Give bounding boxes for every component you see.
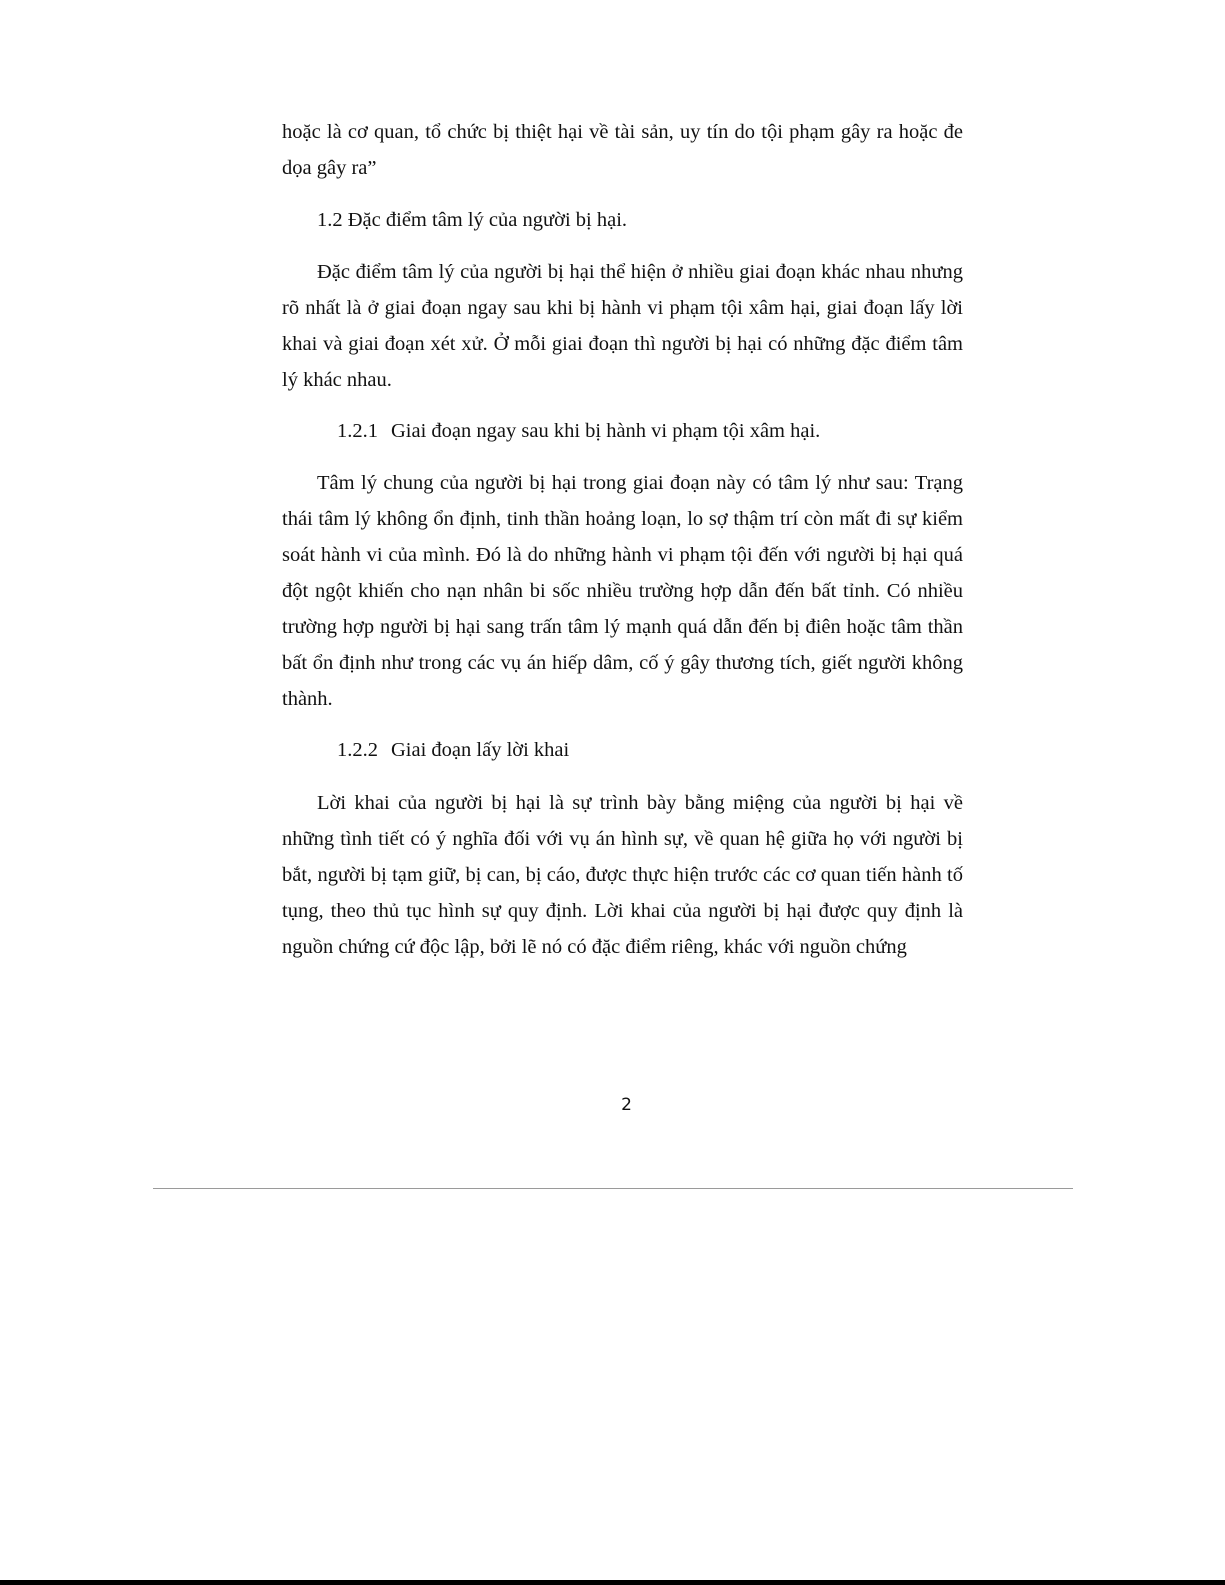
section-heading-1-2: 1.2 Đặc điểm tâm lý của người bị hại. [317, 209, 628, 231]
section-1-2-intro-paragraph: Đặc điểm tâm lý của người bị hại thể hiện ở nhiều giai đoạn khác nhau nhưng rõ nhất là ở giai đoạn ngay sau khi bị hành vi phạm tội xâm hại, giai đoạn lấy lời khai và giai đoạn xét xử. Ở mỗi giai đoạn thì người bị hại có những đặc điểm tâm lý khác nhau. [282, 261, 963, 391]
subsection-number: 1.2.2 [337, 739, 378, 761]
page-separator-line [153, 1188, 1073, 1189]
page-number: 2 [621, 1095, 632, 1115]
section-1-2-2-paragraph: Lời khai của người bị hại là sự trình bày bằng miệng của người bị hại về những tình tiết có ý nghĩa đối với vụ án hình sự, về quan hệ giữa họ với người bị bắt, người bị tạm giữ, bị can, bị cáo, được thực hiện trước các cơ quan tiến hành tố tụng, theo thủ tục hình sự quy định. Lời khai của người bị hại được quy định là nguồn chứng cứ độc lập, bởi lẽ nó có đặc điểm riêng, khác với nguồn chứng [282, 792, 963, 958]
bottom-edge-bar [0, 1580, 1225, 1585]
subsection-title: Giai đoạn lấy lời khai [391, 739, 570, 761]
continuation-paragraph: hoặc là cơ quan, tổ chức bị thiệt hại về tài sản, uy tín do tội phạm gây ra hoặc đe dọa gây ra” [282, 121, 963, 179]
section-1-2-1-paragraph: Tâm lý chung của người bị hại trong giai đoạn này có tâm lý như sau: Trạng thái tâm lý không ổn định, tinh thần hoảng loạn, lo sợ thậm trí còn mất đi sự kiểm soát hành vi của mình. Đó là do những hành vi phạm tội đến với người bị hại quá đột ngột khiến cho nạn nhân bi sốc nhiều trường hợp dẫn đến bất tỉnh. Có nhiều trường hợp người bị hại sang trấn tâm lý mạnh quá dẫn đến bị điên hoặc tâm thần bất ổn định như trong các vụ án hiếp dâm, cố ý gây thương tích, giết người không thành. [282, 472, 963, 710]
subsection-heading-1-2-2 [337, 732, 569, 768]
subsection-title: Giai đoạn ngay sau khi bị hành vi phạm tội xâm hại. [391, 420, 821, 442]
subsection-heading-1-2-1 [337, 413, 820, 449]
subsection-number: 1.2.1 [337, 420, 378, 442]
